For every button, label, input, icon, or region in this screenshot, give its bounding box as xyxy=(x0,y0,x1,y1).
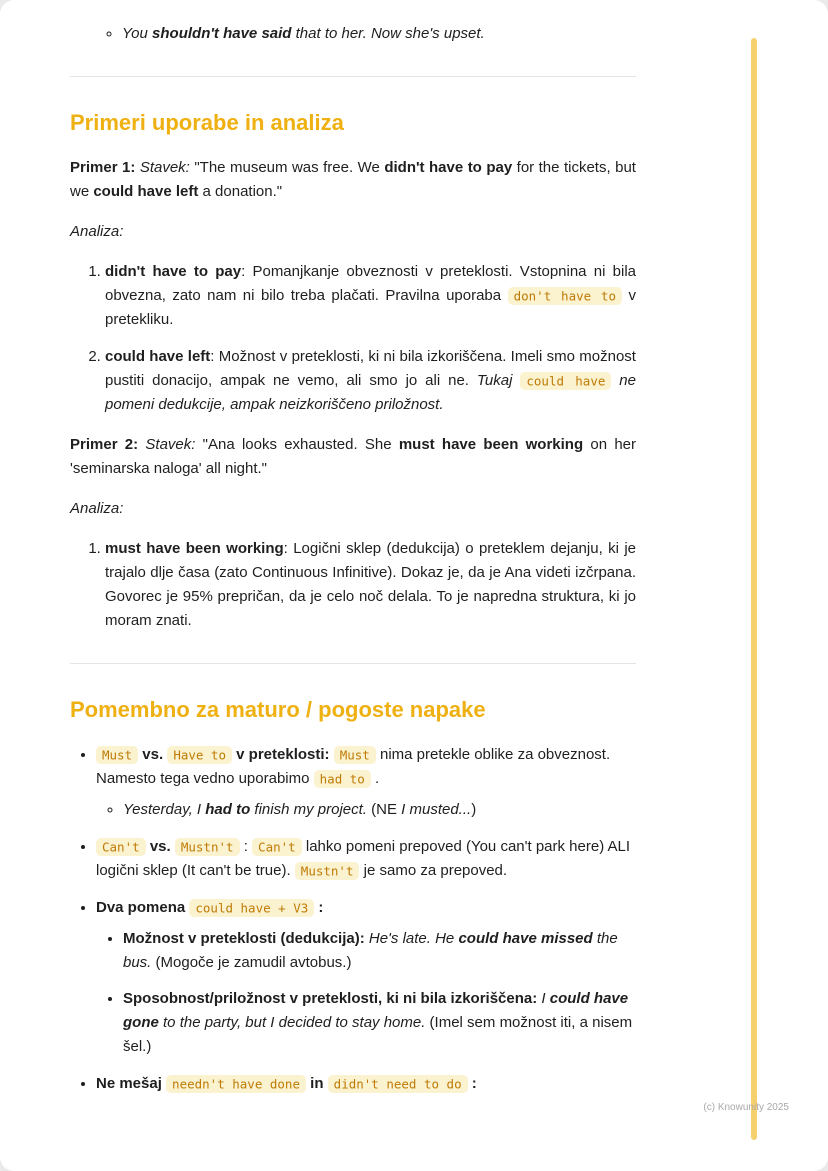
list-item xyxy=(96,835,636,883)
bullet-list xyxy=(70,743,636,1096)
text-segment: could have gone xyxy=(123,990,629,1032)
text-segment: that to her. Now she's upset. xyxy=(291,25,485,42)
text-segment: Primer 2: xyxy=(70,436,139,454)
list-item xyxy=(96,743,636,822)
page-accent-bar xyxy=(751,38,757,1140)
section-heading: Pomembno za maturo / pogoste napake xyxy=(70,697,486,723)
text-segment: He's late. He xyxy=(368,930,459,948)
text-segment: (Mogoče je zamudil avtobus.) xyxy=(151,954,352,972)
paragraph xyxy=(70,156,636,204)
text-segment: (Imel sem možnost iti, a nisem šel.) xyxy=(123,1014,633,1056)
inline-code: Mustn't xyxy=(295,862,360,880)
inline-code: Can't xyxy=(252,838,302,856)
text-segment: in xyxy=(310,1075,324,1093)
text-segment: je samo za prepoved. xyxy=(359,862,508,880)
text-segment: must have been working xyxy=(105,540,284,558)
text-segment: : xyxy=(467,1075,477,1093)
bullet-list xyxy=(96,927,636,1059)
text-segment: ) xyxy=(471,801,477,819)
text-segment: must have been working xyxy=(398,436,584,454)
inline-code: Have to xyxy=(167,746,232,764)
text-segment: didn't have to pay xyxy=(105,263,242,281)
ordered-list xyxy=(70,260,636,417)
text-segment: Ne mešaj xyxy=(96,1075,162,1093)
text-segment: the bus. xyxy=(123,930,618,972)
text-segment: vs. xyxy=(142,746,164,764)
text-segment: didn't have to pay xyxy=(384,159,513,177)
section-divider xyxy=(70,76,636,77)
list-item xyxy=(96,1072,636,1096)
text-segment: : xyxy=(239,838,253,856)
inline-code: could have xyxy=(520,372,611,390)
text-segment: lahko pomeni prepoved (You can't park here) ALI logični sklep (It can't be true). xyxy=(96,838,631,880)
text-segment: . xyxy=(370,770,380,788)
list-item xyxy=(96,896,636,1059)
inline-code: don't have to xyxy=(508,287,622,305)
text-segment: Primer 1: xyxy=(70,159,136,177)
inline-code: Can't xyxy=(96,838,146,856)
paragraph xyxy=(70,497,636,521)
ordered-list xyxy=(70,537,636,633)
list-item xyxy=(123,927,636,975)
document-content xyxy=(70,0,636,1112)
text-segment: : Logični sklep (dedukcija) o preteklem dejanju, ki je trajalo dlje časa (zato Continuous Infinitive). Dokaz je, da je Ana videti izčrpana. Govorec je 95% prepričan, da je celo noč delala. To je napredna struktura, ki jo moram znati. xyxy=(105,540,636,630)
inline-code: Must xyxy=(96,746,138,764)
inline-code: Mustn't xyxy=(175,838,240,856)
inline-code: needn't have done xyxy=(166,1075,306,1093)
text-segment: Analiza: xyxy=(70,223,124,241)
list-item xyxy=(105,260,636,332)
text-segment: Dva pomena xyxy=(96,899,186,917)
paragraph xyxy=(70,220,636,244)
text-segment: finish my project. xyxy=(250,801,367,819)
paragraph xyxy=(70,433,636,481)
text-segment: You xyxy=(122,25,153,42)
text-segment: (NE xyxy=(366,801,402,819)
text-segment: "Ana looks exhausted. She xyxy=(195,436,399,454)
text-segment: v pretekliku. xyxy=(105,287,636,329)
text-segment: : Možnost v preteklosti, ki ni bila izkoriščena. Imeli smo možnost pustiti donacijo, ampak ne vemo, ali smo jo ali ne. xyxy=(105,348,636,390)
text-segment: I xyxy=(541,990,550,1008)
inline-code: had to xyxy=(314,770,371,788)
bullet-list xyxy=(70,22,636,46)
inline-code: Must xyxy=(334,746,376,764)
text-segment: I musted... xyxy=(401,801,472,819)
text-segment: v preteklosti: xyxy=(236,746,330,764)
section-divider xyxy=(70,663,636,664)
list-item xyxy=(122,22,636,46)
text-segment: to the party, but I decided to stay home. xyxy=(158,1014,426,1032)
text-segment: Stavek: xyxy=(139,159,190,177)
text-segment: : Pomanjkanje obveznosti v preteklosti. Vstopnina ni bila obvezna, zato nam ni bilo treba plačati. Pravilna uporaba xyxy=(105,263,636,305)
text-segment: could have left xyxy=(105,348,211,366)
list-item xyxy=(123,798,636,822)
text-segment: vs. xyxy=(149,838,171,856)
section-heading: Primeri uporabe in analiza xyxy=(70,110,344,135)
text-segment: on her 'seminarska naloga' all night." xyxy=(70,436,636,478)
text-segment: ne pomeni dedukcije, ampak neizkoriščeno priložnost. xyxy=(105,372,636,414)
text-segment: nima pretekle oblike za obveznost. Namesto tega vedno uporabimo xyxy=(96,746,611,788)
text-segment: could have missed xyxy=(458,930,593,948)
text-segment: Tukaj xyxy=(476,372,521,390)
text-segment: Stavek: xyxy=(145,436,196,454)
text-segment: Yesterday, I xyxy=(123,801,206,819)
list-item xyxy=(123,987,636,1059)
copyright-watermark: (c) Knowunity 2025 xyxy=(703,1102,789,1113)
text-segment: shouldn't have said xyxy=(152,25,292,42)
text-segment: Sposobnost/priložnost v preteklosti, ki ni bila izkoriščena: xyxy=(123,990,538,1008)
bullet-list xyxy=(96,798,636,822)
list-item xyxy=(105,537,636,633)
text-segment: : xyxy=(314,899,324,917)
inline-code: didn't need to do xyxy=(328,1075,468,1093)
list-item xyxy=(105,345,636,417)
inline-code: could have + V3 xyxy=(189,899,314,917)
text-segment: "The museum was free. We xyxy=(189,159,385,177)
text-segment: Možnost v preteklosti (dedukcija): xyxy=(123,930,365,948)
text-segment: for the tickets, but we xyxy=(70,159,636,201)
text-segment: Analiza: xyxy=(70,500,124,518)
text-segment: a donation." xyxy=(198,183,283,201)
text-segment: had to xyxy=(205,801,251,819)
text-segment: could have left xyxy=(93,183,199,201)
